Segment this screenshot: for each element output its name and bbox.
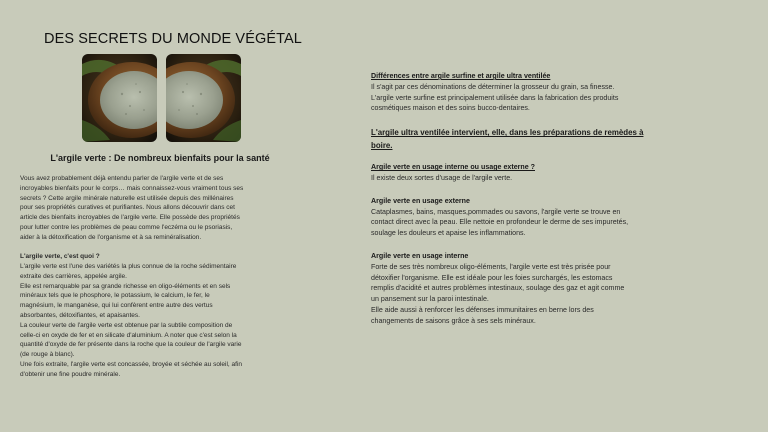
body-line: Forte de ses très nombreux oligo-éléments, l'argile verte est très prisée pour [371,262,611,271]
body-line: (de rouge à blanc). [20,351,75,359]
body-line: cosmétiques maison et des soins bucco-dentaires. [371,104,530,113]
section-heading-usage: Argile verte en usage interne ou usage externe ? [371,163,535,172]
body-line: d'obtenir une fine poudre minérale. [20,370,121,378]
body-line: Une fois extraite, l'argile verte est concassée, broyée et séchée au soleil, afin [20,360,242,368]
intro-line: secrets ? Cette argile minérale naturelle est utilisée depuis des millénaires [20,194,234,202]
body-line: celle-ci en oxyde de fer et en silicate d'aluminium. A noter que c'est selon la [20,331,237,339]
body-line: Cataplasmes, bains, masques,pommades ou savons, l'argile verte se trouve en [371,207,621,216]
body-line: magnésium, le manganèse, qui lui confèrent entre autre des vertus [20,302,213,310]
section-heading-differences: Différences entre argile surfine et argile ultra ventilée [371,72,551,80]
clay-bowl-image [166,54,241,142]
left-subheading: L'argile verte, c'est quoi ? [20,253,100,261]
intro-line: pour lutter contre les problèmes de peau comme l'eczéma ou le psoriasis, [20,223,233,231]
right-article-column [371,71,711,327]
body-line: quantité d'oxyde de fer présente dans la roche que la couleur de l'argile varie [20,341,242,349]
body-line: détoxifier l'organisme. Elle est idéale pour les foies surchargés, les estomacs [371,273,613,282]
section-heading-ultra-ventilee: boire. [371,141,393,151]
section-heading-usage-interne: Argile verte en usage interne [371,251,469,260]
section-heading-ultra-ventilee: L'argile ultra ventilée intervient, elle, dans les préparations de remèdes à [371,128,644,138]
body-line: extraite des carrières, appelée argile. [20,272,127,280]
clay-bowl-image [82,54,157,142]
body-line: Elle aide aussi à renforcer les défenses immunitaires en berne lors des [371,305,594,314]
page-title: DES SECRETS DU MONDE VÉGÉTAL [44,31,302,47]
body-line: minéraux tels que le phosphore, le potassium, le calcium, le fer, le [20,292,210,300]
section-heading-usage-externe: Argile verte en usage externe [371,196,470,205]
intro-line: pour ses propriétés curatives et purifiantes. Nous allons découvrir dans cet [20,204,235,212]
body-line: Elle est remarquable par sa grande richesse en oligo-éléments et en sels [20,282,231,290]
left-article-body [20,174,292,380]
clay-bowl-photo-left [82,54,157,142]
clay-bowl-photo-right [166,54,241,142]
left-section-heading: L'argile verte : De nombreux bienfaits pour la santé [50,153,270,163]
intro-line: article des bienfaits incroyables de l'argile verte. Elle possède des propriétés [20,214,240,222]
intro-line: incroyables bienfaits pour le corps… mais connaissez-vous vraiment tous ses [20,184,244,192]
body-line: L'argile verte est l'une des variétés la plus connue de la roche sédimentaire [20,262,237,270]
body-line: un pansement sur la paroi intestinale. [371,295,489,304]
body-line: soulage les douleurs et apaise les inflammations. [371,229,526,238]
intro-line: aider à la détoxification de l'organisme et à sa reminéralisation. [20,233,202,241]
body-line: Il existe deux sortes d'usage de l'argile verte. [371,173,513,182]
intro-line: Vous avez probablement déjà entendu parler de l'argile verte et de ses [20,175,224,182]
body-line: absorbantes, détoxifiantes, et apaisantes. [20,311,140,319]
body-line: contact direct avec la peau. Elle nettoie en profondeur le derme de ses impuretés, [371,218,629,227]
body-line: L'argile verte surfine est principalement utilisée dans la fabrication des produits [371,93,619,102]
body-line: changements de saisons grâce à ses sels minéraux. [371,316,536,325]
body-line: remplis d'acidité et autres problèmes intestinaux, soulage des gaz et agit comme [371,284,625,293]
body-line: Il s'agit par ces dénominations de déterminer la grosseur du grain, sa finesse. [371,82,615,91]
body-line: La couleur verte de l'argile verte est obtenue par la subtile composition de [20,321,233,329]
